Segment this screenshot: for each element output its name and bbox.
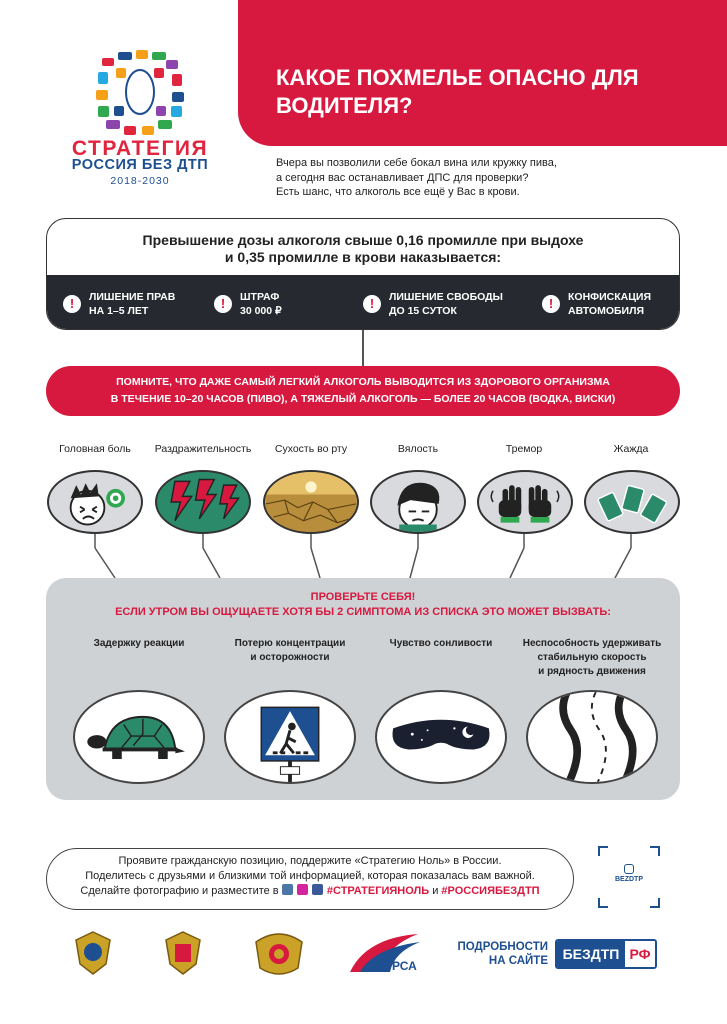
intro-line: Вчера вы позволили себе бокал вина или кружку пива,	[276, 157, 557, 169]
symptom-label: Вялость	[397, 443, 439, 455]
penalties-heading-line: и 0,35 промилле в крови наказывается:	[224, 249, 502, 265]
symptom-label: Головная боль	[59, 443, 131, 455]
warning-icon: !	[363, 295, 381, 313]
penalty-line: 30 000 ₽	[240, 305, 282, 317]
reminder-banner	[46, 366, 680, 416]
penalty-line: КОНФИСКАЦИЯ	[568, 291, 652, 303]
footer-line-prefix: Сделайте фотографию и разместите в	[80, 885, 279, 897]
warning-icon: !	[214, 295, 232, 313]
water-glasses-icon	[584, 470, 680, 534]
logo-years: 2018-2030	[110, 175, 170, 187]
qr-corner	[650, 846, 660, 856]
crosswalk-sign-icon	[224, 690, 356, 784]
penalty-line: ШТРАФ	[240, 291, 280, 303]
penalties-heading	[47, 219, 679, 275]
facebook-icon[interactable]	[312, 884, 323, 895]
page-title: КАКОЕ ПОХМЕЛЬЕ ОПАСНО ДЛЯ ВОДИТЕЛЯ?	[276, 65, 639, 118]
lightning-icon	[155, 470, 251, 534]
more-info-line: НА САЙТЕ	[488, 955, 548, 967]
symptom-label: Сухость во рту	[274, 443, 348, 455]
qr-corner	[598, 846, 608, 856]
penalty-line: НА 1–5 ЛЕТ	[89, 305, 149, 317]
qr-label: BEZDTP	[615, 876, 643, 883]
more-info-line: ПОДРОБНОСТИ	[457, 941, 548, 953]
effect-label-line: Чувство сонливости	[389, 638, 493, 649]
instagram-icon	[624, 864, 634, 874]
penalties-heading-line: Превышение дозы алкоголя свыше 0,16 промилле при выдохе	[142, 232, 584, 248]
logo-title: СТРАТЕГИЯ	[71, 137, 209, 160]
symptom-label: Раздражительность	[154, 443, 252, 455]
shaking-hands-icon	[477, 470, 573, 534]
penalties-list	[47, 275, 679, 330]
footer-callout	[46, 848, 574, 910]
penalty-line: АВТОМОБИЛЯ	[568, 305, 645, 317]
headache-icon	[47, 470, 143, 534]
footer-line: Поделитесь с друзьями и близкими той информацией, которая показалась вам важной.	[85, 870, 535, 882]
reminder-line: ПОМНИТЕ, ЧТО ДАЖЕ САМЫЙ ЛЕГКИЙ АЛКОГОЛЬ ВЫВОДИТСЯ ИЗ ЗДОРОВОГО ОРГАНИЗМА	[116, 376, 610, 388]
effect-label	[215, 637, 365, 665]
effect-label-line: и осторожности	[250, 652, 330, 663]
effect-label-line: Неспособность удерживать	[522, 638, 662, 649]
logo-subtitle: РОССИЯ БЕЗ ДТП	[71, 157, 209, 173]
penalty-item	[542, 290, 651, 318]
transport-ministry-emblem-icon	[70, 928, 116, 978]
penalty-item	[63, 290, 175, 318]
check-title-line: ЕСЛИ УТРОМ ВЫ ОЩУЩАЕТЕ ХОТЯ БЫ 2 СИМПТОМА ИЗ СПИСКА ЭТО МОЖЕТ ВЫЗВАТЬ:	[115, 606, 611, 618]
penalty-item	[363, 290, 503, 318]
penalty-line: ЛИШЕНИЕ ПРАВ	[89, 291, 176, 303]
winding-road-icon	[526, 690, 658, 784]
dry-ground-icon	[263, 470, 359, 534]
effect-label	[64, 637, 214, 651]
website-link-name: БЕЗДТП	[557, 941, 625, 967]
instagram-qr-code[interactable]	[598, 846, 660, 908]
rsa-logo-icon	[346, 928, 426, 978]
footer-conjunction: и	[432, 885, 439, 897]
effect-label-line: и рядность движения	[538, 666, 646, 677]
hashtag-strategy-zero[interactable]: #СТРАТЕГИЯНОЛЬ	[326, 885, 430, 897]
reminder-line: В ТЕЧЕНИЕ 10–20 ЧАСОВ (ПИВО), А ТЯЖЕЛЫЙ АЛКОГОЛЬ — БОЛЕЕ 20 ЧАСОВ (ВОДКА, ВИСКИ)	[110, 393, 616, 405]
turtle-icon	[73, 690, 205, 784]
traffic-police-emblem-icon	[252, 928, 306, 978]
effect-label	[517, 637, 667, 679]
penalties-box	[46, 218, 680, 330]
strategy-logo-icon	[96, 48, 184, 138]
more-info-text	[448, 940, 548, 968]
vk-icon[interactable]	[282, 884, 293, 895]
sleep-mask-icon	[375, 690, 507, 784]
penalty-line: ЛИШЕНИЕ СВОБОДЫ	[389, 291, 503, 303]
website-link-domain: РФ	[625, 941, 655, 967]
instagram-icon[interactable]	[297, 884, 308, 895]
intro-line: а сегодня вас останавливает ДПС для проверки?	[276, 171, 529, 184]
check-title	[46, 590, 680, 620]
qr-corner	[598, 898, 608, 908]
connector-line	[362, 330, 364, 368]
symptom-label: Жажда	[613, 443, 649, 455]
education-ministry-emblem-icon	[160, 928, 206, 978]
svg-text:РСА: РСА	[392, 959, 417, 973]
sluggish-face-icon	[370, 470, 466, 534]
symptom-label: Тремор	[505, 443, 543, 455]
penalty-line: ДО 15 СУТОК	[389, 305, 457, 317]
warning-icon: !	[63, 295, 81, 313]
intro-text	[276, 156, 596, 200]
qr-corner	[650, 898, 660, 908]
footer-line: Проявите гражданскую позицию, поддержите «Стратегию Ноль» в России.	[118, 855, 502, 867]
intro-line: Есть шанс, что алкоголь все ещё у Вас в крови.	[276, 186, 520, 198]
footer-line	[47, 884, 573, 899]
penalty-item	[214, 290, 282, 318]
effect-label-line: Потерю концентрации	[234, 638, 346, 649]
effect-label-line: Задержку реакции	[93, 638, 185, 649]
warning-icon: !	[542, 295, 560, 313]
effect-label	[366, 637, 516, 651]
hashtag-russia-no-accidents[interactable]: #РОССИЯБЕЗДТП	[441, 885, 540, 897]
website-link[interactable]	[555, 939, 657, 969]
effect-label-line: стабильную скорость	[537, 652, 647, 663]
check-title-line: ПРОВЕРЬТЕ СЕБЯ!	[310, 591, 416, 603]
symptom-connectors	[40, 534, 690, 582]
